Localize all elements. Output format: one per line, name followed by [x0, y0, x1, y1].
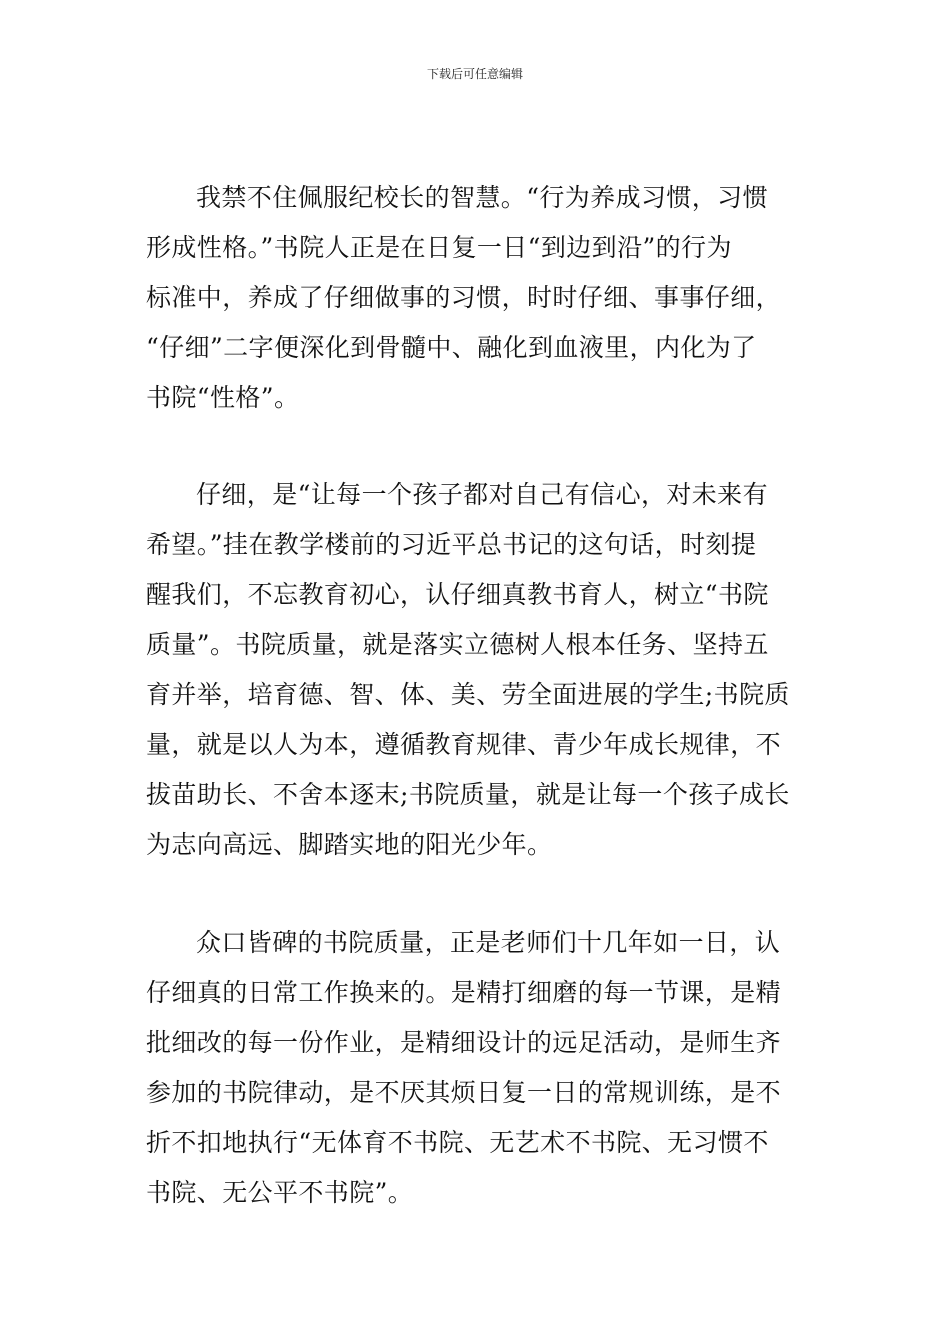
- paragraph-line: 仔细真的日常工作换来的。是精打细磨的每一节课，是精: [146, 978, 782, 1007]
- paragraph-line: 书院、无公平不书院”。: [146, 1178, 414, 1207]
- paragraph-line: 量，就是以人为本，遵循教育规律、青少年成长规律，不: [146, 730, 782, 759]
- paragraph-2: [146, 470, 810, 870]
- paragraph-line: 书院“性格”。: [146, 383, 300, 412]
- paragraph-line: 醒我们，不忘教育初心，认仔细真教书育人，树立“书院: [146, 580, 769, 609]
- paragraph-3: [146, 918, 810, 1218]
- paragraph-line: 批细改的每一份作业，是精细设计的远足活动，是师生齐: [146, 1028, 782, 1057]
- paragraph-line: 折不扣地执行“无体育不书院、无艺术不书院、无习惯不: [146, 1128, 769, 1157]
- paragraph-line: 质量”。书院质量，就是落实立德树人根本任务、坚持五: [146, 630, 769, 659]
- paragraph-line: 众口皆碑的书院质量，正是老师们十几年如一日，认: [196, 928, 781, 957]
- paragraph-line: 拔苗助长、不舍本逐末;书院质量，就是让每一个孩子成长: [146, 780, 790, 809]
- page-header: 下载后可任意编辑: [426, 67, 523, 81]
- paragraph-line: 仔细，是“让每一个孩子都对自己有信心，对未来有: [196, 480, 768, 509]
- paragraph-line: “仔细”二字便深化到骨髓中、融化到血液里，内化为了: [146, 333, 757, 362]
- paragraph-line: 为志向高远、脚踏实地的阳光少年。: [146, 830, 553, 859]
- paragraph-line: 参加的书院律动，是不厌其烦日复一日的常规训练，是不: [146, 1078, 782, 1107]
- paragraph-line: 形成性格。”书院人正是在日复一日“到边到沿”的行为: [146, 233, 732, 262]
- paragraph-line: 标准中，养成了仔细做事的习惯，时时仔细、事事仔细，: [146, 283, 782, 312]
- paragraph-line: 我禁不住佩服纪校长的智慧。“行为养成习惯，习惯: [196, 183, 768, 212]
- paragraph-line: 育并举，培育德、智、体、美、劳全面进展的学生;书院质: [146, 680, 790, 709]
- paragraph-line: 希望。”挂在教学楼前的习近平总书记的这句话，时刻提: [146, 530, 757, 559]
- paragraph-1: [146, 173, 810, 423]
